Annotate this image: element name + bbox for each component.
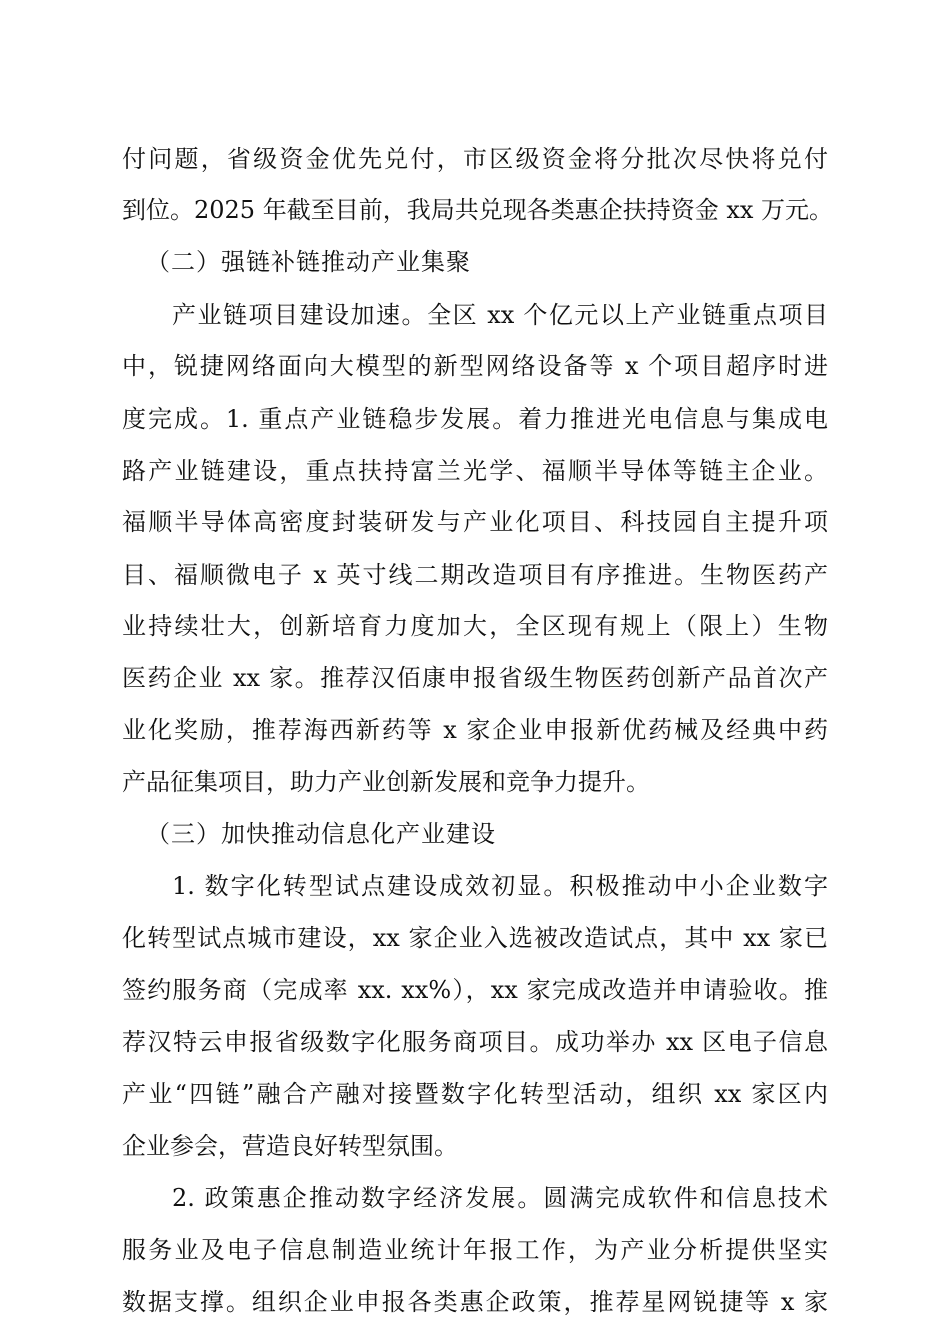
paragraph-line: 路产业链建设，重点扶持富兰光学、福顺半导体等链主企业。 <box>122 457 828 485</box>
paragraph-line: 业化奖励，推荐海西新药等 x 家企业申报新优药械及经典中药 <box>122 716 828 744</box>
paragraph-line: 产业“四链”融合产融对接暨数字化转型活动，组织 xx 家区内 <box>122 1080 828 1108</box>
paragraph-line: 服务业及电子信息制造业统计年报工作，为产业分析提供坚实 <box>122 1236 828 1264</box>
section-heading-3: （三）加快推动信息化产业建设 <box>146 820 496 848</box>
paragraph-line: 中，锐捷网络面向大模型的新型网络设备等 x 个项目超序时进 <box>122 352 828 380</box>
paragraph-line: 度完成。1. 重点产业链稳步发展。着力推进光电信息与集成电 <box>122 405 828 433</box>
paragraph-line: 付问题，省级资金优先兑付，市区级资金将分批次尽快将兑付 <box>122 145 828 173</box>
paragraph-line: 业持续壮大，创新培育力度加大，全区现有规上（限上）生物 <box>122 612 828 640</box>
paragraph-line: 化转型试点城市建设，xx 家企业入选被改造试点，其中 xx 家已 <box>122 924 828 952</box>
section-heading-2: （二）强链补链推动产业集聚 <box>146 248 471 276</box>
paragraph-line: 1. 数字化转型试点建设成效初显。积极推动中小企业数字 <box>172 872 828 900</box>
paragraph-line: 企业参会，营造良好转型氛围。 <box>122 1132 458 1160</box>
paragraph-line: 产品征集项目，助力产业创新发展和竞争力提升。 <box>122 768 650 796</box>
paragraph-line: 荐汉特云申报省级数字化服务商项目。成功举办 xx 区电子信息 <box>122 1028 828 1056</box>
paragraph-line: 福顺半导体高密度封装研发与产业化项目、科技园自主提升项 <box>122 508 828 536</box>
paragraph-line: 目、福顺微电子 x 英寸线二期改造项目有序推进。生物医药产 <box>122 561 828 589</box>
paragraph-line: 产业链项目建设加速。全区 xx 个亿元以上产业链重点项目 <box>172 301 828 329</box>
paragraph-line: 签约服务商（完成率 xx. xx%），xx 家完成改造并申请验收。推 <box>122 976 828 1004</box>
paragraph-line: 数据支撑。组织企业申报各类惠企政策，推荐星网锐捷等 x 家 <box>122 1288 828 1316</box>
paragraph-line: 2. 政策惠企推动数字经济发展。圆满完成软件和信息技术 <box>172 1184 828 1212</box>
paragraph-line: 医药企业 xx 家。推荐汉佰康申报省级生物医药创新产品首次产 <box>122 664 828 692</box>
paragraph-line: 到位。2025 年截至目前，我局共兑现各类惠企扶持资金 xx 万元。 <box>122 196 834 224</box>
